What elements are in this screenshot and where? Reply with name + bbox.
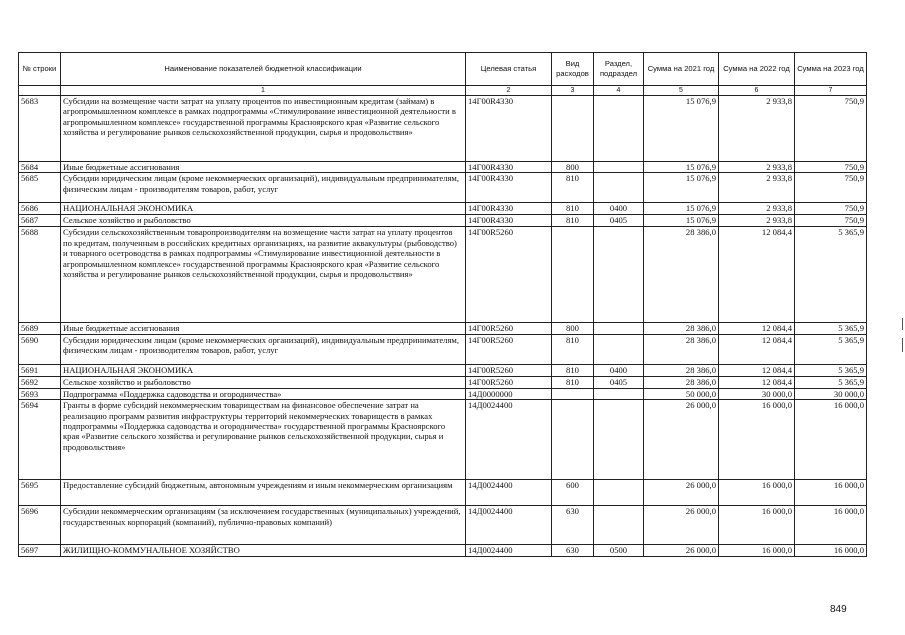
target-article: 14Г00R5260: [466, 334, 552, 364]
target-article: 14Г00R5260: [466, 323, 552, 334]
row-number: 5691: [19, 364, 61, 376]
sum-2022: 2 933,8: [719, 173, 795, 203]
sum-2022: 30 000,0: [719, 388, 795, 399]
target-article: 14Г00R5260: [466, 227, 552, 323]
row-number: 5690: [19, 334, 61, 364]
table-row: [19, 400, 867, 480]
table-row: [19, 545, 867, 557]
target-article: 14Г00R4330: [466, 96, 552, 162]
expense-type: 630: [552, 545, 594, 557]
expense-type: [552, 388, 594, 399]
indicator-name: ЖИЛИЩНО-КОММУНАЛЬНОЕ ХОЗЯЙСТВО: [61, 545, 466, 557]
table-row: [19, 334, 867, 364]
sum-2022: 2 933,8: [719, 215, 795, 227]
row-number: 5697: [19, 545, 61, 557]
column-number: 3: [552, 86, 594, 96]
sum-2022: 16 000,0: [719, 400, 795, 480]
indicator-name: Иные бюджетные ассигнования: [61, 162, 466, 173]
sum-2022: 2 933,8: [719, 96, 795, 162]
column-number: [19, 86, 61, 96]
sum-2023: 5 365,9: [795, 334, 867, 364]
row-number: 5686: [19, 203, 61, 215]
sum-2022: 12 084,4: [719, 227, 795, 323]
indicator-name: Субсидии некоммерческим организациям (за исключением государственных (муниципальных) учреждений, государственных корпораций (компаний), публично-правовых компаний): [61, 506, 466, 545]
column-number-row: [19, 86, 867, 96]
row-number: 5695: [19, 480, 61, 506]
sum-2023: 750,9: [795, 162, 867, 173]
table-row: [19, 376, 867, 388]
header-section: Раздел, подраздел: [594, 53, 644, 86]
target-article: 14Г00R4330: [466, 162, 552, 173]
section-code: 0405: [594, 215, 644, 227]
section-code: [594, 506, 644, 545]
row-number: 5693: [19, 388, 61, 399]
sum-2022: 16 000,0: [719, 506, 795, 545]
target-article: 14Д0024400: [466, 545, 552, 557]
sum-2023: 5 365,9: [795, 227, 867, 323]
sum-2023: 750,9: [795, 173, 867, 203]
expense-type: 600: [552, 480, 594, 506]
table-row: [19, 227, 867, 323]
table-row: [19, 506, 867, 545]
sum-2023: 16 000,0: [795, 400, 867, 480]
indicator-name: Иные бюджетные ассигнования: [61, 323, 466, 334]
scan-edge-mark: [902, 338, 903, 352]
table-row: [19, 215, 867, 227]
sum-2021: 50 000,0: [644, 388, 719, 399]
section-code: 0400: [594, 364, 644, 376]
target-article: 14Д0024400: [466, 506, 552, 545]
indicator-name: Предоставление субсидий бюджетным, автономным учреждениям и иным некоммерческим организациям: [61, 480, 466, 506]
header-sum-2022: Сумма на 2022 год: [719, 53, 795, 86]
sum-2021: 26 000,0: [644, 506, 719, 545]
header-sum-2023: Сумма на 2023 год: [795, 53, 867, 86]
target-article: 14Д0024400: [466, 480, 552, 506]
scan-edge-mark: [902, 318, 903, 330]
section-code: [594, 162, 644, 173]
sum-2023: 750,9: [795, 96, 867, 162]
sum-2021: 28 386,0: [644, 227, 719, 323]
row-number: 5694: [19, 400, 61, 480]
sum-2022: 16 000,0: [719, 480, 795, 506]
header-row-number: № строки: [19, 53, 61, 86]
indicator-name: НАЦИОНАЛЬНАЯ ЭКОНОМИКА: [61, 203, 466, 215]
row-number: 5692: [19, 376, 61, 388]
column-number: 2: [466, 86, 552, 96]
target-article: 14Г00R4330: [466, 173, 552, 203]
section-code: 0400: [594, 203, 644, 215]
expense-type: 800: [552, 162, 594, 173]
sum-2021: 15 076,9: [644, 215, 719, 227]
sum-2023: 750,9: [795, 215, 867, 227]
column-number: 6: [719, 86, 795, 96]
expense-type: [552, 96, 594, 162]
sum-2022: 2 933,8: [719, 203, 795, 215]
header-indicator-name: Наименование показателей бюджетной классификации: [61, 53, 466, 86]
row-number: 5688: [19, 227, 61, 323]
sum-2021: 28 386,0: [644, 364, 719, 376]
section-code: [594, 388, 644, 399]
sum-2023: 5 365,9: [795, 323, 867, 334]
indicator-name: Сельское хозяйство и рыболовство: [61, 376, 466, 388]
sum-2022: 12 084,4: [719, 323, 795, 334]
indicator-name: Подпрограмма «Поддержка садоводства и огородничества»: [61, 388, 466, 399]
indicator-name: НАЦИОНАЛЬНАЯ ЭКОНОМИКА: [61, 364, 466, 376]
section-code: [594, 334, 644, 364]
sum-2023: 16 000,0: [795, 480, 867, 506]
sum-2021: 28 386,0: [644, 334, 719, 364]
target-article: 14Г00R4330: [466, 215, 552, 227]
indicator-name: Субсидии сельскохозяйственным товаропроизводителям на возмещение части затрат на уплату процентов по кредитам, полученным в российских кредитных организациях, на развитие аквакультуры (рыбоводство) и товарного осетроводства в рамках подпрограммы «Стимулирование инвестиционной деятельности в агропромышленном комплексе» государственной программы Красноярского края «Развитие сельского хозяйства и регулирование рынков сельскохозяйственной продукции, сырья и продовольствия»: [61, 227, 466, 323]
expense-type: [552, 400, 594, 480]
row-number: 5685: [19, 173, 61, 203]
sum-2023: 16 000,0: [795, 545, 867, 557]
table-row: [19, 480, 867, 506]
header-target-article: Целевая статья: [466, 53, 552, 86]
section-code: [594, 323, 644, 334]
sum-2021: 26 000,0: [644, 400, 719, 480]
expense-type: 810: [552, 203, 594, 215]
expense-type: 810: [552, 376, 594, 388]
sum-2023: 5 365,9: [795, 364, 867, 376]
page-number: 849: [830, 604, 847, 615]
sum-2021: 28 386,0: [644, 323, 719, 334]
row-number: 5684: [19, 162, 61, 173]
indicator-name: Сельское хозяйство и рыболовство: [61, 215, 466, 227]
sum-2021: 26 000,0: [644, 545, 719, 557]
indicator-name: Субсидии юридическим лицам (кроме некоммерческих организаций), индивидуальным предпринимателям, физическим лицам - производителям товаров, работ, услуг: [61, 334, 466, 364]
sum-2021: 15 076,9: [644, 203, 719, 215]
target-article: 14Г00R4330: [466, 203, 552, 215]
indicator-name: Субсидии на возмещение части затрат на уплату процентов по инвестиционным кредитам (займам) в агропромышленном комплексе в рамках подпрограммы «Стимулирование инвестиционной деятельности в агропромышленном комплексе» государственной программы Красноярского края «Развитие сельского хозяйства и регулирование рынков сельскохозяйственной продукции, сырья и продовольствия»: [61, 96, 466, 162]
column-number: 4: [594, 86, 644, 96]
table-row: [19, 388, 867, 399]
table-row: [19, 96, 867, 162]
table-row: [19, 364, 867, 376]
sum-2021: 26 000,0: [644, 480, 719, 506]
table-row: [19, 173, 867, 203]
row-number: 5687: [19, 215, 61, 227]
budget-table: [18, 52, 867, 557]
section-code: [594, 173, 644, 203]
header-sum-2021: Сумма на 2021 год: [644, 53, 719, 86]
target-article: 14Г00R5260: [466, 364, 552, 376]
expense-type: 810: [552, 364, 594, 376]
section-code: 0405: [594, 376, 644, 388]
table-header-row: [19, 53, 867, 86]
indicator-name: Субсидии юридическим лицам (кроме некоммерческих организаций), индивидуальным предпринимателям, физическим лицам - производителям товаров, работ, услуг: [61, 173, 466, 203]
column-number: 7: [795, 86, 867, 96]
row-number: 5696: [19, 506, 61, 545]
column-number: 5: [644, 86, 719, 96]
expense-type: 800: [552, 323, 594, 334]
row-number: 5689: [19, 323, 61, 334]
column-number: 1: [61, 86, 466, 96]
sum-2021: 15 076,9: [644, 162, 719, 173]
indicator-name: Гранты в форме субсидий некоммерческим товариществам на финансовое обеспечение затрат на реализацию программ развития инфраструктуры территорий некоммерческих товариществ в рамках подпрограммы «Поддержка садоводства и огородничества» государственной программы Красноярского края «Развитие сельского хозяйства и регулирование рынков сельскохозяйственной продукции, сырья и продовольствия»: [61, 400, 466, 480]
expense-type: 630: [552, 506, 594, 545]
sum-2021: 15 076,9: [644, 173, 719, 203]
section-code: [594, 480, 644, 506]
sum-2021: 15 076,9: [644, 96, 719, 162]
row-number: 5683: [19, 96, 61, 162]
section-code: [594, 400, 644, 480]
section-code: [594, 96, 644, 162]
sum-2022: 12 084,4: [719, 364, 795, 376]
table-row: [19, 203, 867, 215]
sum-2023: 16 000,0: [795, 506, 867, 545]
header-expense-type: Вид расходов: [552, 53, 594, 86]
sum-2022: 16 000,0: [719, 545, 795, 557]
sum-2023: 5 365,9: [795, 376, 867, 388]
sum-2022: 12 084,4: [719, 376, 795, 388]
sum-2021: 28 386,0: [644, 376, 719, 388]
target-article: 14Г00R5260: [466, 376, 552, 388]
expense-type: 810: [552, 215, 594, 227]
expense-type: 810: [552, 334, 594, 364]
section-code: 0500: [594, 545, 644, 557]
table-row: [19, 323, 867, 334]
expense-type: [552, 227, 594, 323]
expense-type: 810: [552, 173, 594, 203]
sum-2023: 30 000,0: [795, 388, 867, 399]
target-article: 14Д0000000: [466, 388, 552, 399]
sum-2022: 12 084,4: [719, 334, 795, 364]
sum-2023: 750,9: [795, 203, 867, 215]
sum-2022: 2 933,8: [719, 162, 795, 173]
target-article: 14Д0024400: [466, 400, 552, 480]
table-row: [19, 162, 867, 173]
section-code: [594, 227, 644, 323]
